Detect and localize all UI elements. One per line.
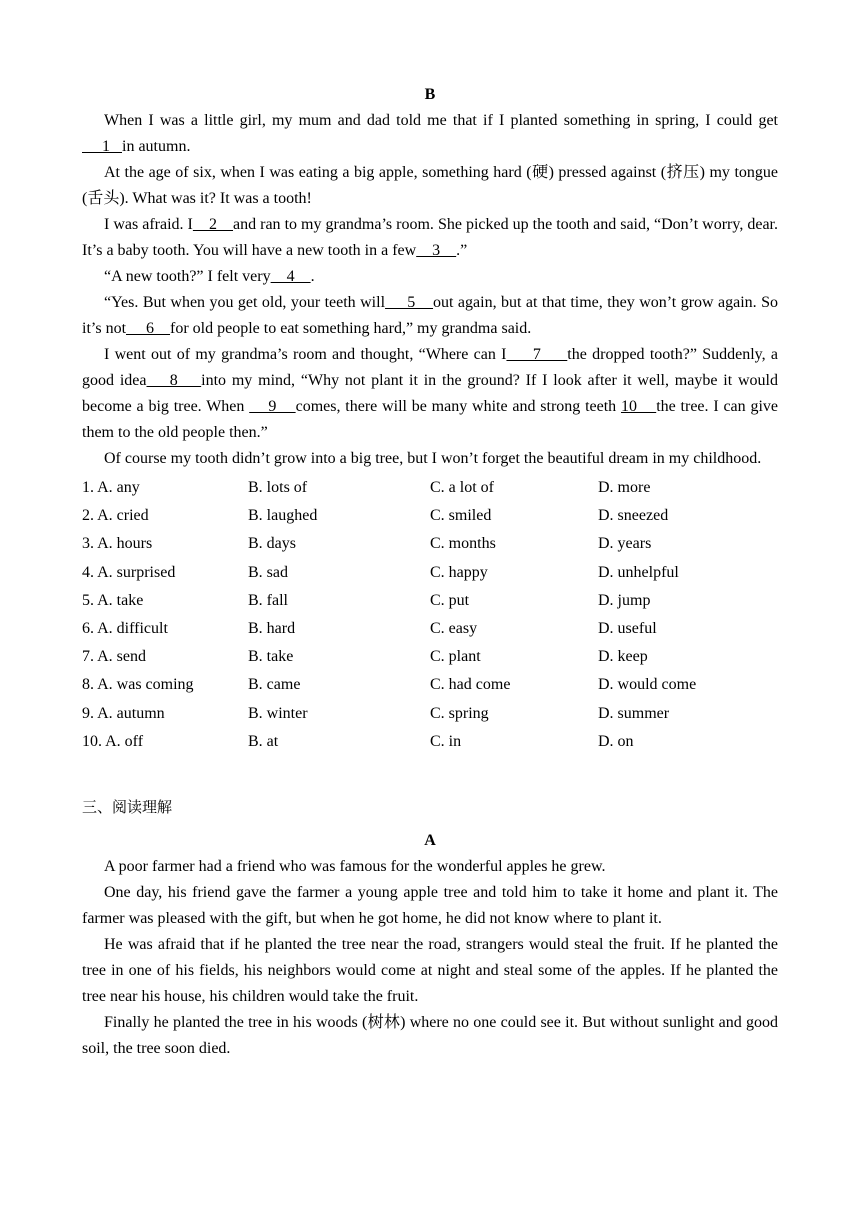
option-cell: C. happy	[430, 563, 488, 581]
answer-blank: 1	[82, 138, 122, 155]
passage-paragraph: He was afraid that if he planted the tree near the road, strangers would steal the fruit. If he planted the tree in one of his fields, his neighbors would come at night and steal some of the apples. If he planted the tree near his house, his children would take the fruit.	[82, 935, 778, 1005]
option-row	[82, 587, 778, 615]
paragraph-text: “Yes. But when you get old, your teeth will	[104, 294, 386, 311]
option-cell: D. useful	[598, 619, 657, 637]
option-cell: B. came	[248, 676, 301, 694]
passage-paragraph	[82, 290, 778, 342]
option-cell: D. jump	[598, 591, 651, 609]
option-cell: D. on	[598, 732, 634, 750]
option-cell: D. keep	[598, 648, 648, 666]
option-cell: 1. A. any	[82, 479, 140, 496]
option-cell: B. fall	[248, 591, 288, 609]
paragraph-text: for old people to eat something hard,” my grandma said.	[170, 320, 532, 337]
option-row	[82, 671, 778, 699]
paragraph-text: out again, but at that time, they won’t grow again. So it’s not	[82, 294, 779, 337]
passage-paragraph	[82, 342, 778, 446]
passage-paragraph: A poor farmer had a friend who was famous for the wonderful apples he grew.	[104, 857, 606, 875]
option-row	[82, 502, 778, 530]
option-row	[82, 530, 778, 558]
option-row	[82, 643, 778, 671]
section-heading: 三、阅读理解	[82, 797, 173, 816]
paragraph-text: .”	[456, 242, 468, 259]
option-cell: 7. A. send	[82, 648, 146, 666]
passage-paragraph: Finally he planted the tree in his woods (树林) where no one could see it. But without sunlight and good soil, the tree soon died.	[82, 1013, 778, 1057]
option-cell: C. plant	[430, 648, 481, 666]
paragraph-text: the dropped tooth?” Suddenly, a good idea	[82, 346, 779, 389]
paragraph-text: in autumn.	[122, 138, 191, 155]
option-cell: D. more	[598, 479, 651, 496]
passage-paragraph: One day, his friend gave the farmer a young apple tree and told him to take it home and plant it. The farmer was pleased with the gift, but when he got home, he did not know where to plant it.	[82, 883, 778, 927]
option-cell: 2. A. cried	[82, 507, 149, 525]
option-cell: C. in	[430, 732, 462, 750]
option-cell: 3. A. hours	[82, 535, 153, 553]
option-cell: 4. A. surprised	[82, 563, 176, 581]
passage-paragraph	[82, 212, 778, 264]
passage-a-title: A	[424, 831, 436, 849]
option-row	[82, 474, 778, 502]
option-cell: D. summer	[598, 704, 670, 722]
option-cell: C. smiled	[430, 507, 492, 525]
paragraph-text: into my mind, “Why not plant it in the ground? If I look after it well, maybe it would become a big tree. When	[82, 372, 779, 415]
answer-blank: 6	[126, 320, 171, 337]
paragraph-text: I went out of my grandma’s room and thought, “Where can I	[104, 346, 507, 363]
options-table	[82, 474, 778, 756]
option-cell: C. put	[430, 591, 470, 609]
option-cell: 8. A. was coming	[82, 676, 194, 694]
paragraph-text: When I was a little girl, my mum and dad told me that if I planted something in spring, I could get	[104, 112, 778, 129]
paragraph-text: Of course my tooth didn’t grow into a big tree, but I won’t forget the beautiful dream in my childhood.	[104, 450, 762, 467]
part-b-title: B	[424, 86, 436, 103]
option-cell: B. at	[248, 732, 279, 750]
option-cell: D. sneezed	[598, 507, 669, 525]
answer-blank: 8	[146, 372, 202, 389]
answer-blank: 7	[506, 346, 568, 363]
option-cell: C. had come	[430, 676, 511, 694]
option-cell: 5. A. take	[82, 591, 144, 609]
paragraph-text: the tree. I can give them to the old people then.”	[82, 398, 779, 441]
paragraph-text: “A new tooth?” I felt very	[104, 268, 271, 285]
option-cell: 6. A. difficult	[82, 619, 168, 637]
option-cell: C. months	[430, 535, 496, 553]
option-cell: B. lots of	[248, 479, 308, 496]
answer-blank: 2	[192, 216, 234, 233]
option-cell: C. spring	[430, 704, 489, 722]
answer-blank: 3	[416, 242, 457, 259]
option-cell: B. take	[248, 648, 294, 666]
paragraph-text: I was afraid. I	[104, 216, 193, 233]
passage-paragraph	[82, 160, 778, 212]
option-cell: B. sad	[248, 563, 288, 581]
part-b-passage	[82, 108, 778, 472]
option-cell: D. unhelpful	[598, 563, 679, 581]
option-cell: 9. A. autumn	[82, 704, 165, 722]
option-cell: B. days	[248, 535, 296, 553]
answer-blank: 10	[620, 398, 657, 415]
option-row	[82, 728, 778, 756]
option-cell: C. a lot of	[430, 479, 494, 496]
paragraph-text: At the age of six, when I was eating a big apple, something hard (硬) pressed against (挤压) my tongue (舌头). What was it? It was a tooth!	[82, 164, 778, 207]
option-cell: C. easy	[430, 619, 478, 637]
passage-paragraph	[82, 264, 778, 290]
option-row	[82, 559, 778, 587]
option-cell: B. laughed	[248, 507, 318, 525]
option-cell: 10. A. off	[82, 732, 144, 750]
option-row	[82, 615, 778, 643]
answer-blank: 9	[249, 398, 296, 415]
option-cell: D. would come	[598, 676, 697, 694]
option-cell: D. years	[598, 535, 652, 553]
answer-blank: 4	[270, 268, 311, 285]
answer-blank: 5	[385, 294, 434, 311]
passage-paragraph	[82, 446, 778, 472]
option-row	[82, 700, 778, 728]
paragraph-text: and ran to my grandma’s room. She picked up the tooth and said, “Don’t worry, dear. It’s a baby tooth. You will have a new tooth in a few	[82, 216, 779, 259]
document-page	[82, 82, 778, 1062]
paragraph-text: comes, there will be many white and strong teeth	[295, 398, 621, 415]
passage-paragraph	[82, 108, 778, 160]
passage-a	[82, 854, 778, 1062]
option-cell: B. hard	[248, 619, 296, 637]
paragraph-text: .	[310, 268, 315, 285]
option-cell: B. winter	[248, 704, 308, 722]
